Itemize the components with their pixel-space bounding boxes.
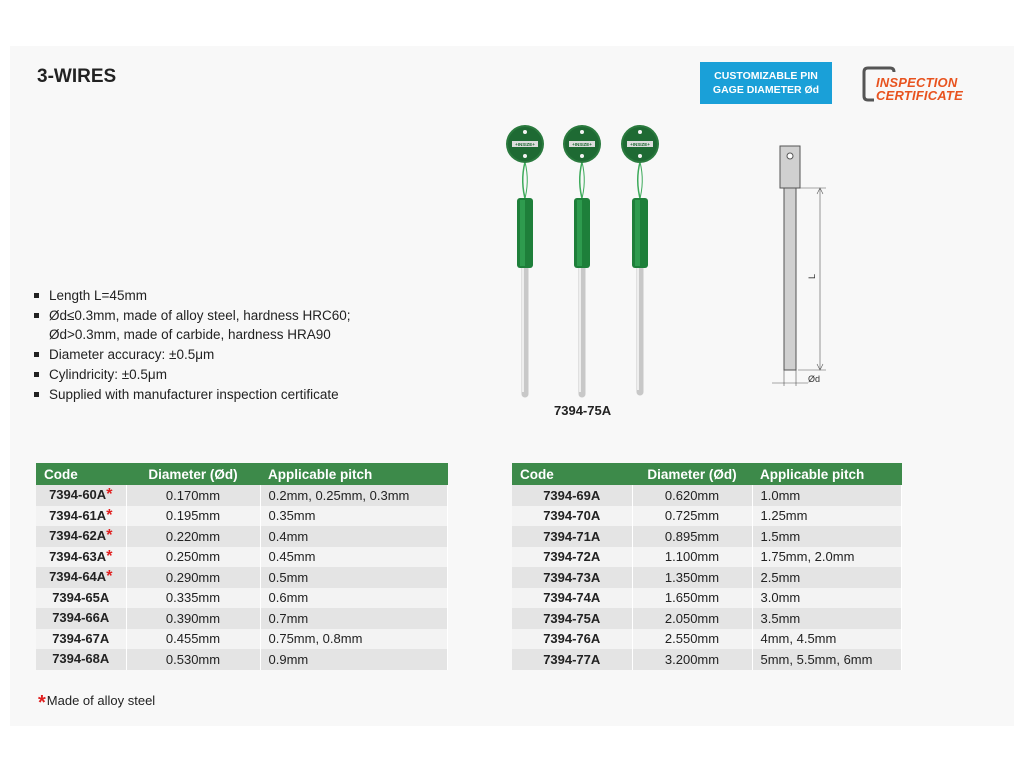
cell-diameter: 0.195mm: [126, 506, 260, 527]
table-row: [36, 485, 448, 506]
cell-diameter: 1.100mm: [632, 547, 752, 568]
cell-diameter: 0.290mm: [126, 567, 260, 588]
disc-label: +INSIZE+: [515, 142, 535, 147]
feature-list: [34, 286, 351, 405]
table-row: [36, 506, 448, 527]
cell-code: [512, 526, 632, 547]
table-row: [36, 588, 448, 609]
cell-code: [36, 547, 126, 568]
alloy-steel-mark: *: [106, 527, 113, 545]
cell-pitch: 0.9mm: [260, 649, 448, 670]
diameter-label: Ød: [808, 374, 821, 384]
badge-line-2: GAGE DIAMETER Ød: [712, 84, 820, 96]
cell-pitch: 0.5mm: [260, 567, 448, 588]
cell-code: [512, 629, 632, 650]
cell-diameter: 0.170mm: [126, 485, 260, 506]
feature-line: Ød>0.3mm, made of carbide, hardness HRA90: [49, 327, 331, 342]
length-label: L: [807, 273, 817, 279]
table-row: [36, 629, 448, 650]
alloy-steel-mark: *: [106, 547, 113, 565]
cell-pitch: 5mm, 5.5mm, 6mm: [752, 649, 902, 670]
cell-diameter: 1.650mm: [632, 588, 752, 609]
cell-pitch: 1.25mm: [752, 506, 902, 527]
cell-diameter: 2.550mm: [632, 629, 752, 650]
code-text: 7394-63A: [49, 548, 107, 564]
cert-line-2: CERTIFICATE: [876, 88, 963, 103]
table-body: [512, 485, 902, 670]
header-diameter: Diameter (Ød): [126, 463, 260, 485]
code-text: 7394-64A: [49, 569, 107, 585]
table-header-row: [512, 463, 902, 485]
code-text: 7394-69A: [543, 487, 601, 503]
header-pitch: Applicable pitch: [260, 463, 448, 485]
cell-pitch: 2.5mm: [752, 567, 902, 588]
table-row: [36, 649, 448, 670]
badge-line-1: CUSTOMIZABLE PIN: [714, 70, 818, 82]
code-text: 7394-70A: [543, 508, 601, 524]
feature-item: Supplied with manufacturer inspection certificate: [34, 385, 351, 404]
customizable-badge: [700, 62, 832, 104]
photo-caption: 7394-75A: [554, 403, 612, 418]
cell-pitch: 0.6mm: [260, 588, 448, 609]
table-body: [36, 485, 448, 670]
cell-pitch: 3.0mm: [752, 588, 902, 609]
code-text: 7394-71A: [543, 528, 601, 544]
table-row: [512, 588, 902, 609]
feature-line: Ød≤0.3mm, made of alloy steel, hardness HRC60;: [49, 308, 351, 323]
cell-diameter: 3.200mm: [632, 649, 752, 670]
header-diameter: Diameter (Ød): [632, 463, 752, 485]
wire-3: [621, 125, 659, 392]
disc-label: +INSIZE+: [630, 142, 650, 147]
cell-code: [36, 526, 126, 547]
cell-diameter: 0.455mm: [126, 629, 260, 650]
code-text: 7394-74A: [543, 590, 601, 606]
table-header-row: [36, 463, 448, 485]
wire-1: [506, 125, 544, 394]
page-title: 3-WIRES: [37, 66, 117, 87]
cell-code: [512, 506, 632, 527]
table-row: [512, 547, 902, 568]
code-text: 7394-66A: [52, 610, 110, 626]
header-code: Code: [36, 463, 126, 485]
table-row: [512, 608, 902, 629]
feature-item: Diameter accuracy: ±0.5μm: [34, 345, 351, 364]
cell-pitch: 0.7mm: [260, 608, 448, 629]
code-text: 7394-75A: [543, 610, 601, 626]
table-row: [36, 526, 448, 547]
cell-pitch: 3.5mm: [752, 608, 902, 629]
cell-pitch: 4mm, 4.5mm: [752, 629, 902, 650]
certificate-logo-text: [876, 76, 963, 102]
cell-code: [36, 506, 126, 527]
feature-item: [34, 306, 351, 344]
header-code: Code: [512, 463, 632, 485]
cell-pitch: 0.35mm: [260, 506, 448, 527]
cell-code: [512, 547, 632, 568]
code-text: 7394-73A: [543, 569, 601, 585]
header-pitch: Applicable pitch: [752, 463, 902, 485]
code-text: 7394-76A: [543, 631, 601, 647]
cell-diameter: 0.530mm: [126, 649, 260, 670]
code-text: 7394-72A: [543, 549, 601, 565]
cell-code: [512, 485, 632, 506]
code-text: 7394-67A: [52, 630, 110, 646]
cell-diameter: 1.350mm: [632, 567, 752, 588]
cell-code: [36, 588, 126, 609]
cell-pitch: 0.4mm: [260, 526, 448, 547]
disc-label: +INSIZE+: [572, 142, 592, 147]
dimension-diagram: [760, 140, 840, 390]
alloy-steel-mark: *: [106, 506, 113, 524]
cell-code: [36, 649, 126, 670]
alloy-steel-mark: *: [106, 568, 113, 586]
cell-code: [36, 567, 126, 588]
spec-table-right: [512, 463, 902, 670]
table-row: [512, 485, 902, 506]
table-row: [512, 526, 902, 547]
cell-code: [512, 649, 632, 670]
cert-line-1: INSPECTION: [876, 75, 958, 90]
cell-pitch: 0.45mm: [260, 547, 448, 568]
feature-item: Length L=45mm: [34, 286, 351, 305]
table-row: [512, 629, 902, 650]
cell-pitch: 0.2mm, 0.25mm, 0.3mm: [260, 485, 448, 506]
cell-code: [36, 629, 126, 650]
cell-diameter: 0.620mm: [632, 485, 752, 506]
cell-pitch: 1.5mm: [752, 526, 902, 547]
table-row: [512, 649, 902, 670]
cell-diameter: 0.220mm: [126, 526, 260, 547]
cell-diameter: 2.050mm: [632, 608, 752, 629]
wire-2: [563, 125, 601, 394]
footnote: [38, 688, 156, 714]
feature-item: Cylindricity: ±0.5μm: [34, 365, 351, 384]
table-row: [36, 547, 448, 568]
table-row: [36, 608, 448, 629]
cell-pitch: 0.75mm, 0.8mm: [260, 629, 448, 650]
cell-diameter: 0.335mm: [126, 588, 260, 609]
code-text: 7394-65A: [52, 589, 110, 605]
cell-diameter: 0.390mm: [126, 608, 260, 629]
code-text: 7394-68A: [52, 651, 110, 667]
code-text: 7394-61A: [49, 507, 107, 523]
cell-code: [512, 608, 632, 629]
code-text: 7394-60A: [49, 487, 107, 503]
alloy-steel-mark: *: [106, 486, 113, 504]
table-row: [512, 506, 902, 527]
code-text: 7394-77A: [543, 651, 601, 667]
cell-pitch: 1.0mm: [752, 485, 902, 506]
table-row: [512, 567, 902, 588]
code-text: 7394-62A: [49, 528, 107, 544]
cell-diameter: 0.250mm: [126, 547, 260, 568]
cell-diameter: 0.725mm: [632, 506, 752, 527]
cell-code: [36, 608, 126, 629]
cell-diameter: 0.895mm: [632, 526, 752, 547]
footnote-mark: *: [38, 692, 46, 714]
product-photo: [498, 122, 678, 402]
spec-table-left: [36, 463, 448, 670]
footnote-text: Made of alloy steel: [46, 693, 156, 708]
cell-code: [512, 567, 632, 588]
table-row: [36, 567, 448, 588]
cell-code: [512, 588, 632, 609]
cell-pitch: 1.75mm, 2.0mm: [752, 547, 902, 568]
cell-code: [36, 485, 126, 506]
